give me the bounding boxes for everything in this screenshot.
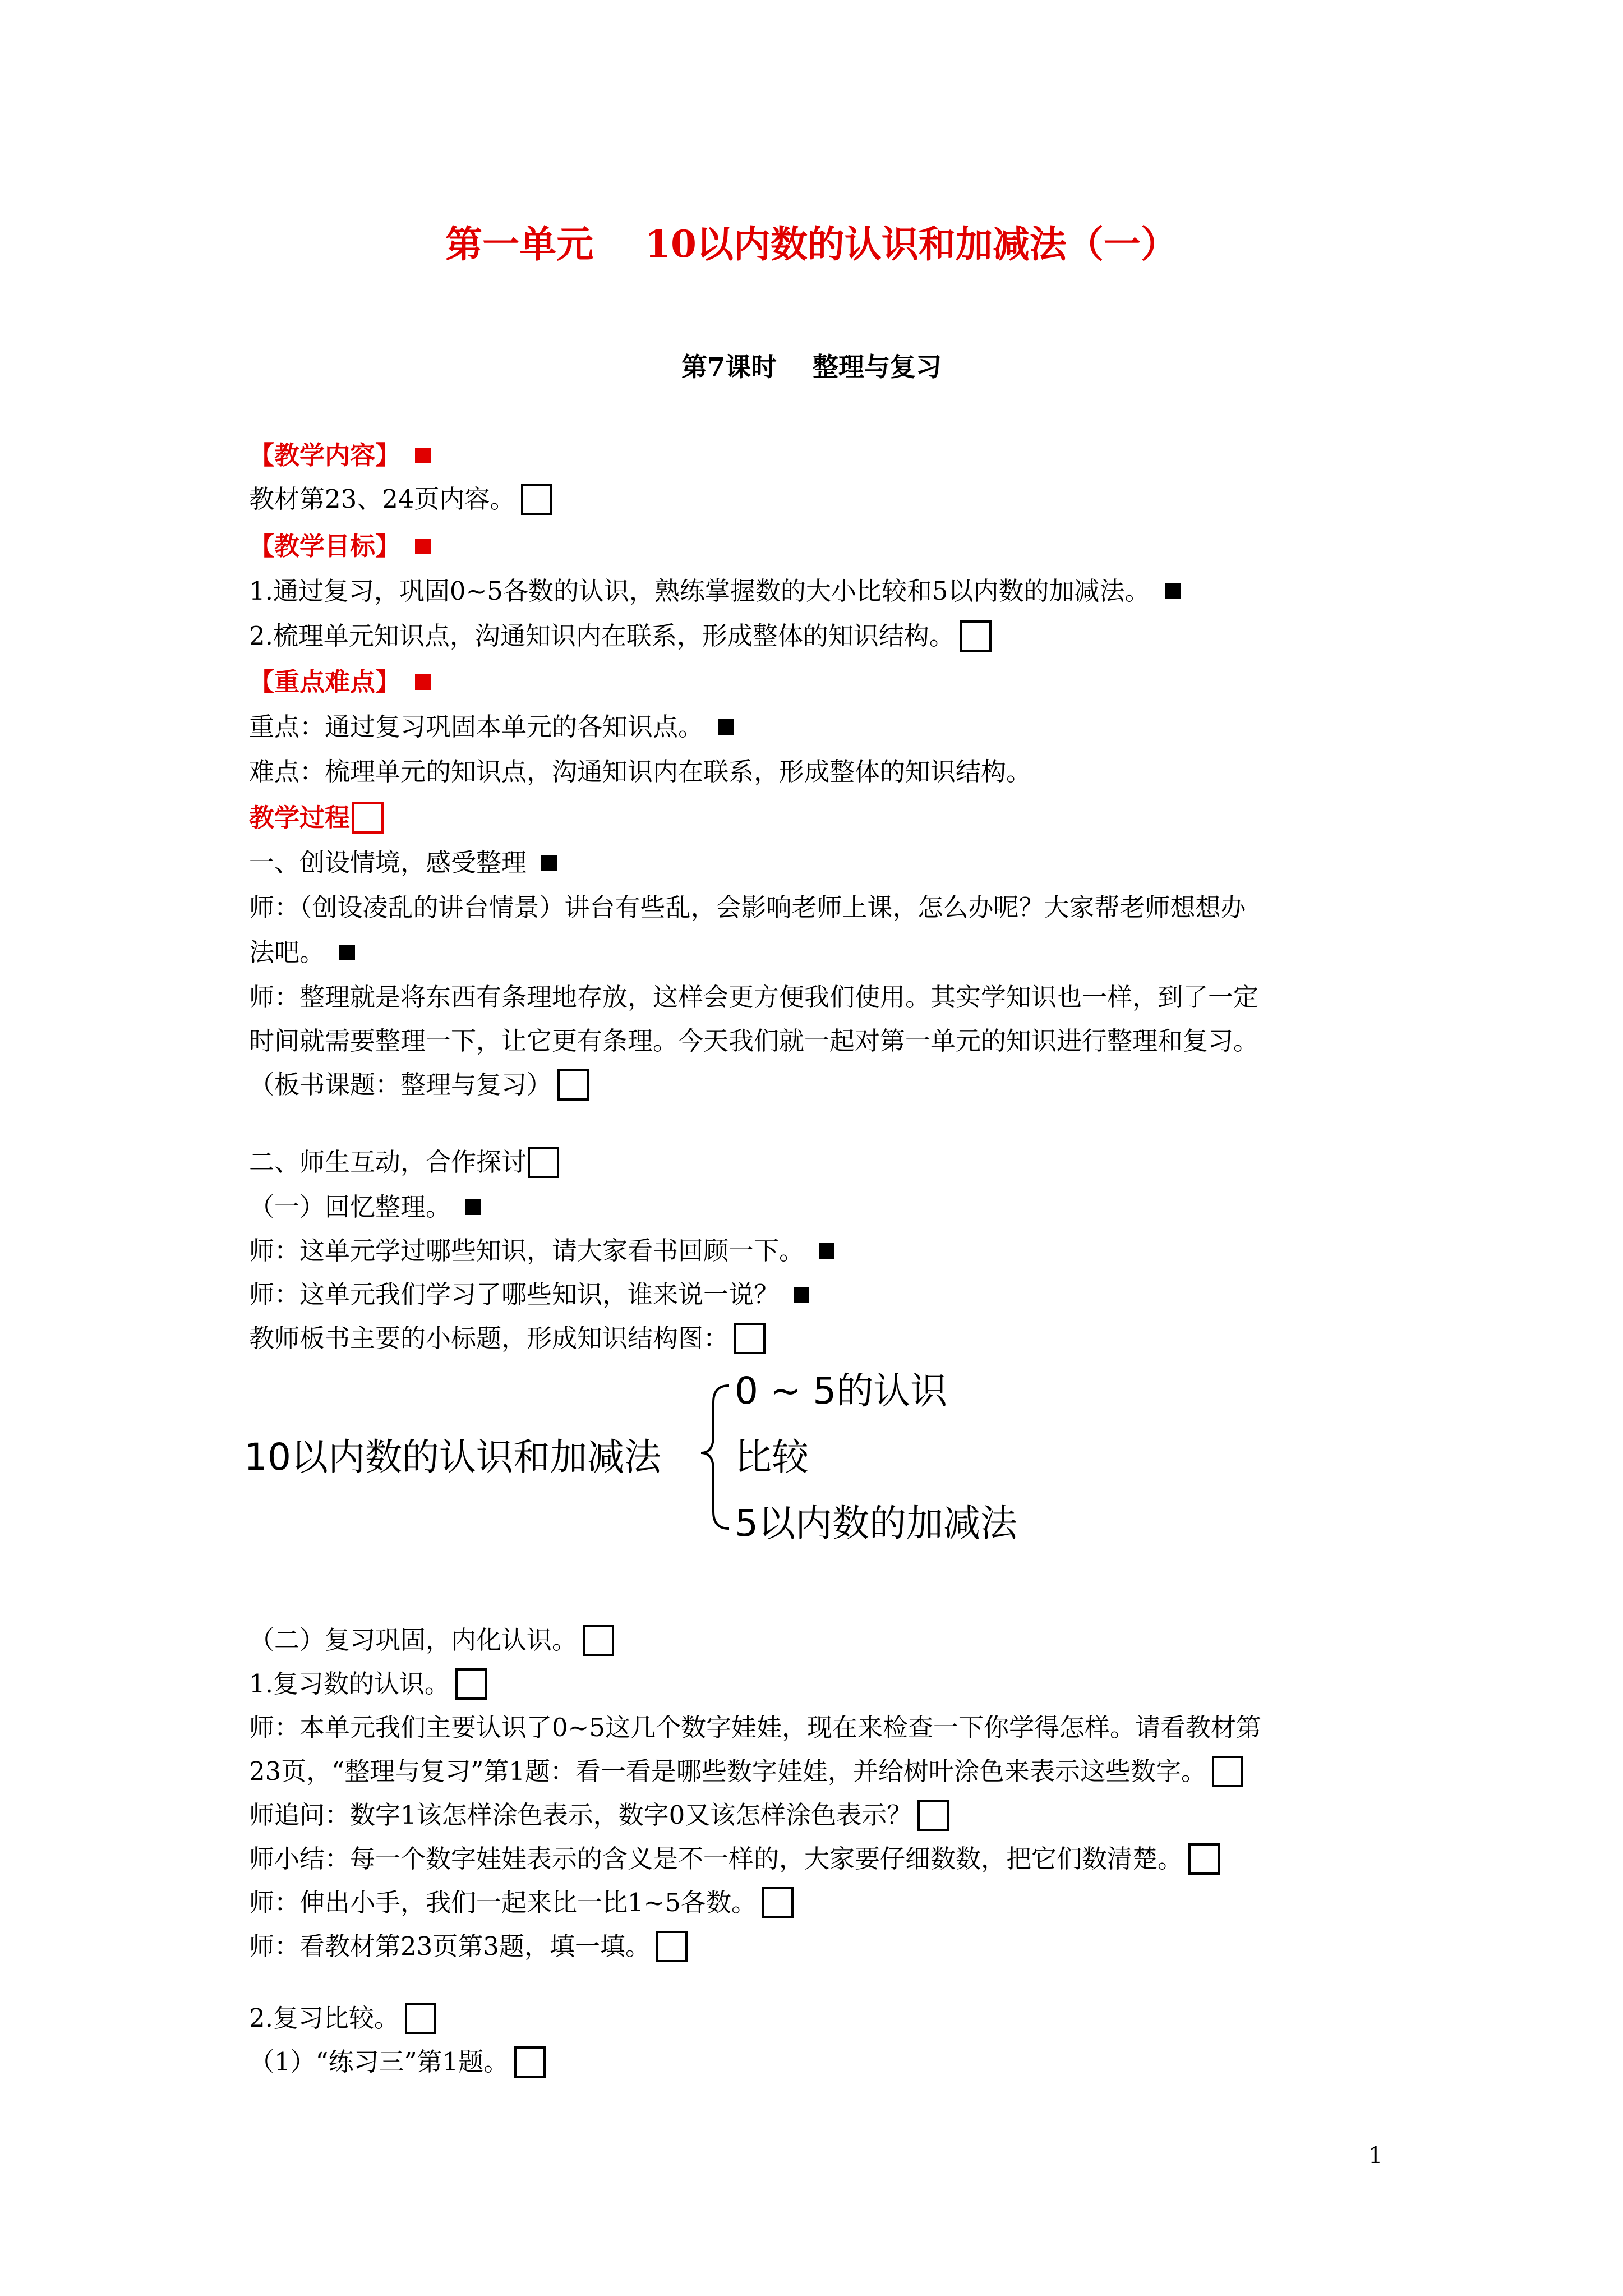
checkbox[interactable] (1212, 1756, 1243, 1787)
text-line: 师：这单元我们学习了哪些知识，谁来说一说？ (249, 1278, 809, 1312)
checkbox[interactable] (528, 1147, 559, 1178)
text-line: 法吧。 (249, 936, 355, 969)
page-title: 第一单元 10以内数的认识和加减法（一） (445, 222, 1178, 266)
text-line: 师：整理就是将东西有条理地存放，这样会更方便我们使用。其实学知识也一样，到了一定 (249, 982, 1259, 1012)
text-line: 师：看教材第23页第3题，填一填。 (249, 1930, 688, 1963)
checkbox[interactable] (583, 1625, 614, 1656)
checkbox[interactable] (917, 1800, 949, 1831)
checkbox[interactable] (734, 1323, 766, 1354)
text-line: 时间就需要整理一下，让它更有条理。今天我们就一起对第一单元的知识进行整理和复习。 (249, 1026, 1259, 1056)
checkbox[interactable] (521, 484, 552, 515)
heading-key-points: 【重点难点】 (249, 665, 431, 699)
heading-teaching-content: 【教学内容】 (249, 439, 431, 472)
marker-square (819, 1243, 834, 1259)
marker-square (1165, 583, 1181, 599)
checkbox[interactable] (557, 1069, 589, 1101)
text-line: （1）“练习三”第1题。 (249, 2045, 546, 2079)
heading-teaching-goals: 【教学目标】 (249, 530, 431, 563)
text-line: 教师板书主要的小标题，形成知识结构图： (249, 1322, 766, 1355)
checkbox[interactable] (762, 1887, 794, 1918)
checkbox[interactable] (960, 620, 992, 652)
diagram-root: 10以内数的认识和加减法 (244, 1435, 661, 1479)
text-line: 师：这单元学过哪些知识，请大家看书回顾一下。 (249, 1234, 834, 1268)
checkbox[interactable] (405, 2003, 436, 2034)
text-line: 教材第23、24页内容。 (249, 482, 552, 516)
knowledge-structure-diagram (241, 1358, 1082, 1548)
checkbox[interactable] (455, 1668, 487, 1700)
marker-square (339, 945, 355, 960)
marker-square (541, 855, 557, 871)
text-line: 23页，“整理与复习”第1题：看一看是哪些数字娃娃，并给树叶涂色来表示这些数字。 (249, 1755, 1243, 1788)
diagram-branch: 比较 (735, 1435, 809, 1479)
text-line: 师小结：每一个数字娃娃表示的含义是不一样的，大家要仔细数数，把它们数清楚。 (249, 1842, 1220, 1876)
text-line: 师追问：数字1该怎样涂色表示，数字0又该怎样涂色表示？ (249, 1798, 949, 1832)
lesson-subtitle: 第7课时 整理与复习 (681, 352, 942, 382)
text-line: 1.复习数的认识。 (249, 1667, 487, 1701)
text-line: 2.梳理单元知识点，沟通知识内在联系，形成整体的知识结构。 (249, 619, 992, 653)
marker-square (415, 539, 431, 554)
text-line: 一、创设情境，感受整理 (249, 846, 557, 880)
brace-icon (701, 1386, 729, 1529)
text-line: 重点：通过复习巩固本单元的各知识点。 (249, 710, 734, 744)
diagram-branch: 0 ~ 5的认识 (735, 1369, 948, 1412)
section-heading: 二、师生互动，合作探讨 (249, 1145, 559, 1179)
marker-square (415, 674, 431, 690)
marker-square (794, 1287, 809, 1303)
heading-teaching-process: 教学过程 (249, 801, 384, 835)
text-line: 师：伸出小手，我们一起来比一比1~5各数。 (249, 1886, 794, 1920)
page-number: 1 (1368, 2143, 1383, 2169)
checkbox[interactable] (1188, 1843, 1220, 1875)
diagram-branch: 5以内数的加减法 (735, 1502, 1017, 1545)
checkbox[interactable] (656, 1931, 688, 1962)
checkbox[interactable] (352, 802, 384, 834)
text-line: 2.复习比较。 (249, 2001, 436, 2035)
text-line: 难点：梳理单元的知识点，沟通知识内在联系，形成整体的知识结构。 (249, 757, 1032, 786)
marker-square (718, 719, 734, 735)
marker-square (415, 448, 431, 463)
checkbox[interactable] (514, 2046, 546, 2078)
section-heading: （二）复习巩固，内化认识。 (249, 1623, 614, 1657)
text-line: 师：（创设凌乱的讲台情景）讲台有些乱，会影响老师上课，怎么办呢？大家帮老师想想办 (249, 892, 1246, 922)
text-line: （板书课题：整理与复习） (249, 1068, 589, 1102)
text-line: 师：本单元我们主要认识了0~5这几个数字娃娃，现在来检查一下你学得怎样。请看教材第 (249, 1713, 1261, 1742)
marker-square (465, 1199, 481, 1215)
text-line: （一）回忆整理。 (249, 1190, 481, 1224)
text-line: 1.通过复习，巩固0~5各数的认识，熟练掌握数的大小比较和5以内数的加减法。 (249, 574, 1181, 608)
